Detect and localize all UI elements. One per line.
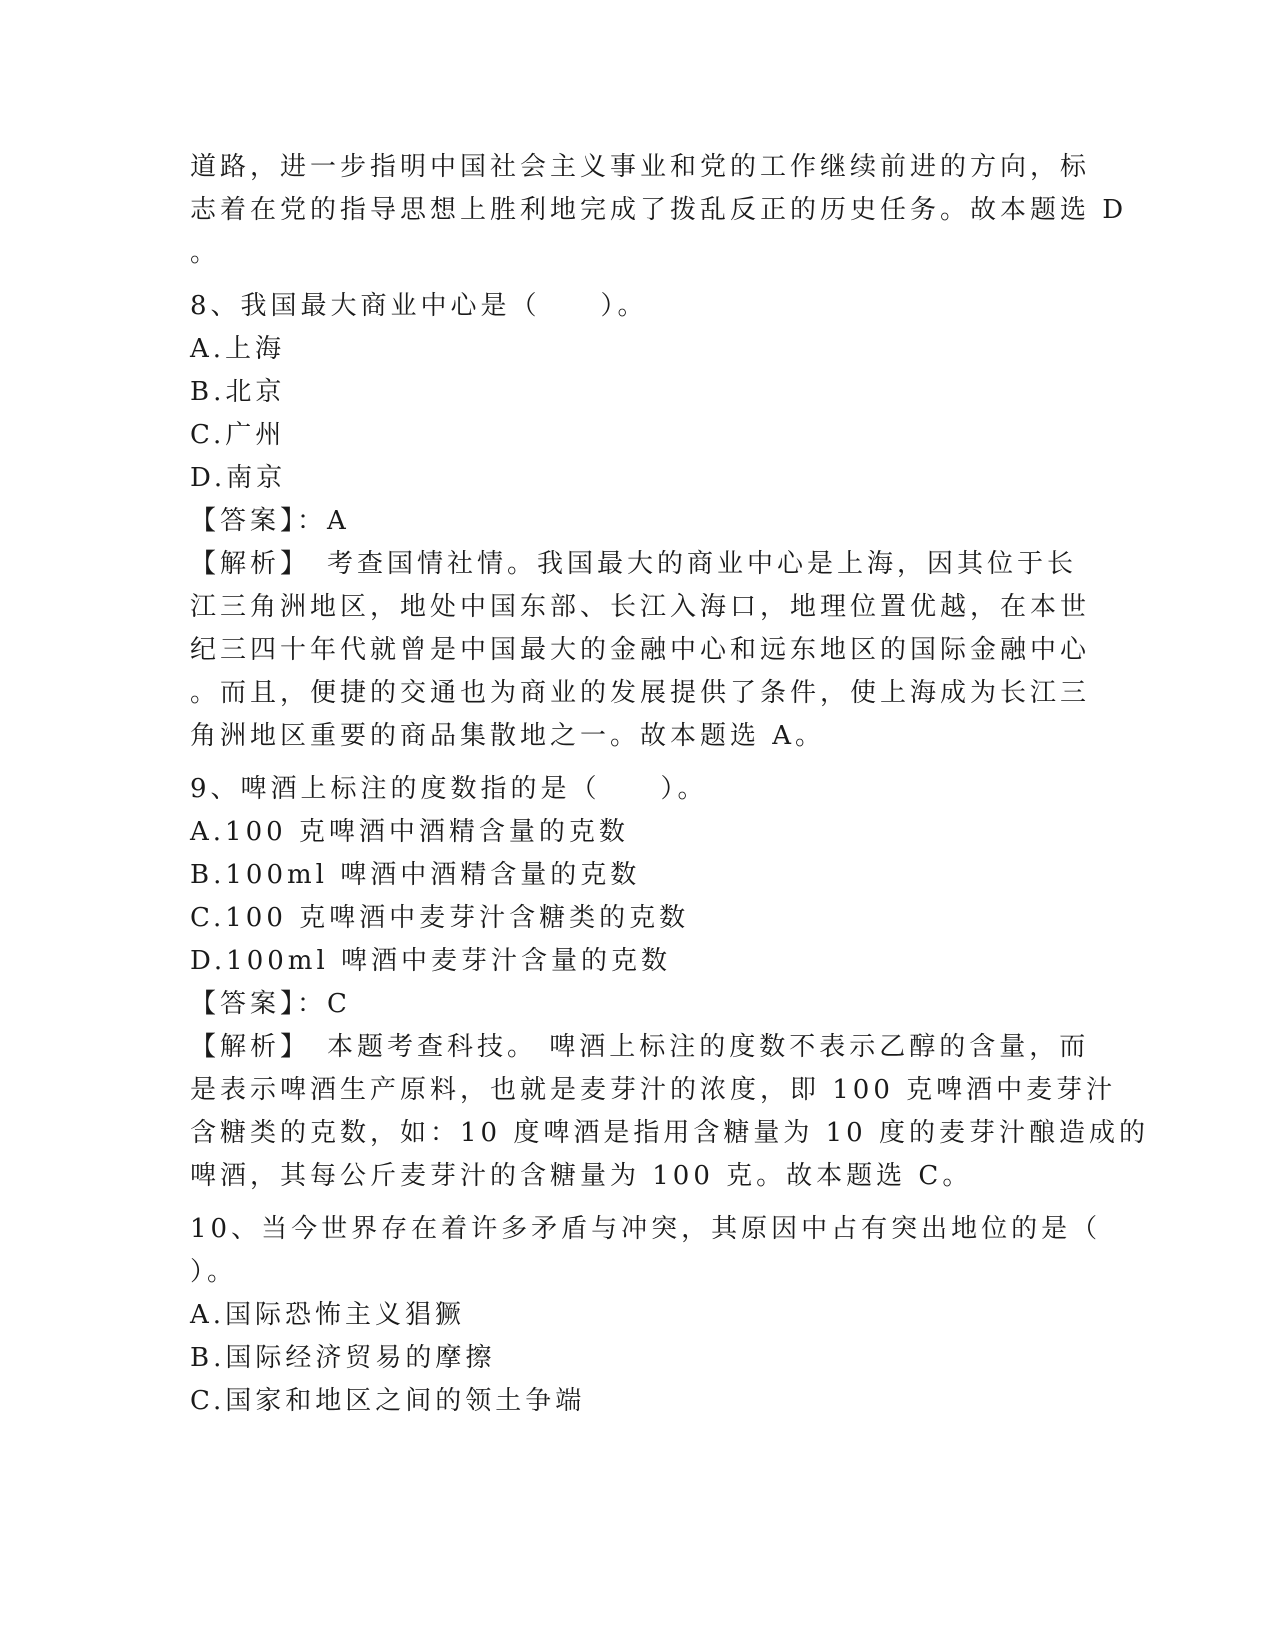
question-text: ）。: [190, 1257, 238, 1287]
analysis-line: 【解析】 考查国情社情。我国最大的商业中心是上海，因其位于长: [190, 549, 1078, 579]
text-line: 道路，进一步指明中国社会主义事业和党的工作继续前进的方向，标: [190, 152, 1091, 182]
option-d: D.南京: [190, 463, 287, 493]
option-b: B.100ml 啤酒中酒精含量的克数: [190, 860, 641, 890]
answer-line: 【答案】：C: [190, 989, 351, 1019]
analysis-line: 含糖类的克数，如：10 度啤酒是指用含糖量为 10 度的麦芽汁酿造成的: [190, 1118, 1149, 1148]
analysis-line: 【解析】 本题考查科技。 啤酒上标注的度数不表示乙醇的含量，而: [190, 1032, 1090, 1062]
analysis-paragraph: [190, 543, 1091, 758]
option-d: D.100ml 啤酒中麦芽汁含量的克数: [190, 946, 672, 976]
option-a: A.国际恐怖主义猖獗: [190, 1300, 466, 1330]
question-10: [190, 1208, 1102, 1423]
option-c: C.广州: [190, 420, 286, 450]
option-c: C.100 克啤酒中麦芽汁含糖类的克数: [190, 903, 690, 933]
text-line: 志着在党的指导思想上胜利地完成了拨乱反正的历史任务。故本题选 D: [190, 195, 1128, 225]
question-text: 10、当今世界存在着许多矛盾与冲突，其原因中占有突出地位的是（: [190, 1214, 1102, 1244]
option-a: A.100 克啤酒中酒精含量的克数: [190, 817, 629, 847]
option-a: A.上海: [190, 334, 286, 364]
question-8: [190, 285, 1091, 758]
analysis-line: 。而且，便捷的交通也为商业的发展提供了条件，使上海成为长江三: [190, 678, 1091, 708]
analysis-line: 啤酒，其每公斤麦芽汁的含糖量为 100 克。故本题选 C。: [190, 1161, 973, 1191]
analysis-paragraph: [190, 1026, 1149, 1198]
question-text: 9、啤酒上标注的度数指的是（ ）。: [190, 774, 708, 804]
analysis-line: 纪三四十年代就曾是中国最大的金融中心和远东地区的国际金融中心: [190, 635, 1091, 665]
intro-paragraph: [190, 146, 1128, 275]
option-b: B.国际经济贸易的摩擦: [190, 1343, 496, 1373]
text-line: 。: [190, 238, 221, 268]
answer-line: 【答案】：A: [190, 506, 350, 536]
document-body: [190, 146, 1149, 1423]
analysis-line: 江三角洲地区，地处中国东部、长江入海口，地理位置优越，在本世: [190, 592, 1091, 622]
analysis-line: 是表示啤酒生产原料，也就是麦芽汁的浓度，即 100 克啤酒中麦芽汁: [190, 1075, 1117, 1105]
question-9: [190, 768, 1149, 1198]
option-b: B.北京: [190, 377, 286, 407]
question-text: 8、我国最大商业中心是（ ）。: [190, 291, 648, 321]
analysis-line: 角洲地区重要的商品集散地之一。故本题选 A。: [190, 721, 826, 751]
option-c: C.国家和地区之间的领土争端: [190, 1386, 586, 1416]
